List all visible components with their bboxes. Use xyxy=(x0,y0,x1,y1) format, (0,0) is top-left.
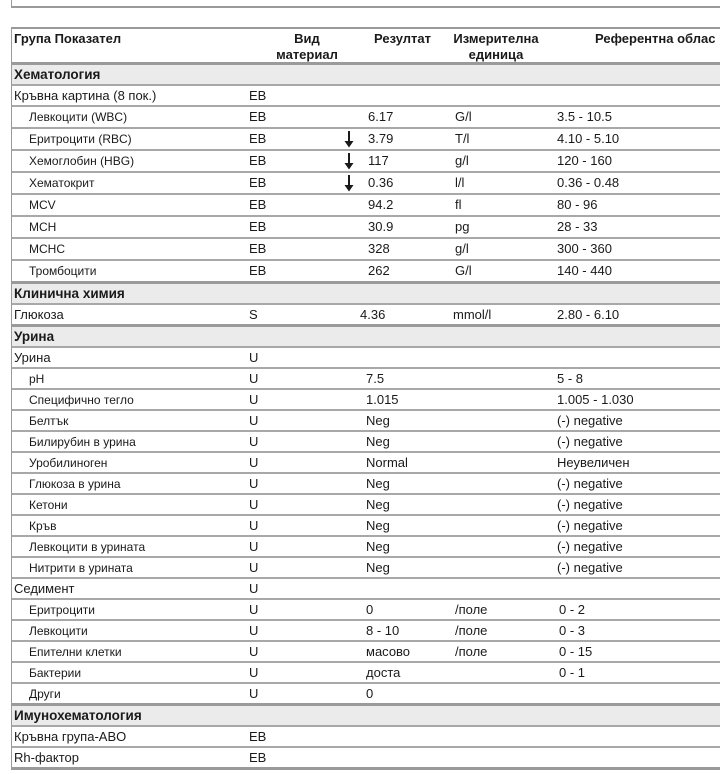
test-name: Левкоцити в урината xyxy=(29,540,146,554)
test-name: Левкоцити xyxy=(29,624,88,638)
test-name: Епителни клетки xyxy=(29,645,122,659)
header-unit xyxy=(446,31,546,63)
down-arrow-icon xyxy=(344,173,354,197)
reference-range: (-) negative xyxy=(557,413,623,428)
table-row xyxy=(12,151,720,173)
result: 262 xyxy=(368,263,390,278)
test-name: Тромбоцити xyxy=(29,264,97,278)
result: 6.17 xyxy=(368,109,394,124)
test-name: pH xyxy=(29,372,45,386)
result: Neg xyxy=(366,476,390,491)
table-row xyxy=(12,348,720,369)
table-row xyxy=(12,261,720,284)
header-unit-line1: Измерителна xyxy=(453,31,539,46)
table-row xyxy=(12,537,720,558)
reference-range: 1.005 - 1.030 xyxy=(557,392,634,407)
test-name: Глюкоза xyxy=(14,307,64,322)
section-title: Клинична химия xyxy=(14,286,125,301)
table-row xyxy=(12,727,720,748)
result: 94.2 xyxy=(368,197,394,212)
result: 1.015 xyxy=(366,392,399,407)
section-title: Хематология xyxy=(14,67,101,82)
table-row xyxy=(12,369,720,390)
header-reference: Референтна облас xyxy=(595,31,716,46)
table-row xyxy=(12,579,720,600)
test-name: Кръв xyxy=(29,519,57,533)
reference-range: (-) negative xyxy=(557,560,623,575)
result: 8 - 10 xyxy=(366,623,400,638)
material: EB xyxy=(249,750,267,765)
section-immunohematology xyxy=(12,706,720,727)
result: 7.5 xyxy=(366,371,385,386)
result: Neg xyxy=(366,497,390,512)
table-row xyxy=(12,86,720,107)
reference-range: (-) negative xyxy=(557,539,623,554)
header-unit-line2: единица xyxy=(468,47,524,62)
table-row xyxy=(12,558,720,579)
result: 4.36 xyxy=(360,307,386,322)
result: Neg xyxy=(366,413,390,428)
material: U xyxy=(249,350,259,365)
previous-section-edge xyxy=(11,0,720,8)
result: 30.9 xyxy=(368,219,394,234)
test-name: Уробилиноген xyxy=(29,456,108,470)
material: U xyxy=(249,434,259,449)
test-name: Други xyxy=(29,687,61,701)
material: EB xyxy=(249,153,267,168)
reference-range: 0 - 1 xyxy=(559,665,586,680)
material: U xyxy=(249,455,259,470)
result: доста xyxy=(366,665,401,680)
result: 0 xyxy=(366,686,374,701)
test-name: Бактерии xyxy=(29,666,82,680)
result: 117 xyxy=(368,153,389,168)
test-name: Специфично тегло xyxy=(29,393,134,407)
reference-range: 0.36 - 0.48 xyxy=(557,175,620,190)
test-name: MCHC xyxy=(29,242,65,256)
reference-range: Неувеличен xyxy=(557,455,630,470)
result: 0 xyxy=(366,602,374,617)
test-name: Белтък xyxy=(29,414,69,428)
reference-range: 28 - 33 xyxy=(557,219,598,234)
result: 0.36 xyxy=(368,175,394,190)
section-title: Имунохематология xyxy=(14,708,142,723)
result: масово xyxy=(366,644,411,659)
material: EB xyxy=(249,175,267,190)
unit: pg xyxy=(455,219,470,234)
table-row xyxy=(12,516,720,537)
table-row xyxy=(12,642,720,663)
test-name: Урина xyxy=(14,350,51,365)
table-row xyxy=(12,453,720,474)
table-row xyxy=(12,305,720,327)
reference-range: 2.80 - 6.10 xyxy=(557,307,620,322)
section-hematology xyxy=(12,65,720,86)
material: U xyxy=(249,602,259,617)
reference-range: 140 - 440 xyxy=(557,263,612,278)
reference-range: 5 - 8 xyxy=(557,371,584,386)
reference-range: 4.10 - 5.10 xyxy=(557,131,620,146)
header-material-line2: материал xyxy=(276,47,338,62)
material: EB xyxy=(249,241,267,256)
material: EB xyxy=(249,219,267,234)
test-name: MCH xyxy=(29,220,57,234)
material: U xyxy=(249,686,259,701)
material: U xyxy=(249,497,259,512)
unit: G/l xyxy=(455,263,472,278)
table-row xyxy=(12,600,720,621)
reference-range: 0 - 3 xyxy=(559,623,586,638)
header-material-line1: Вид xyxy=(294,31,320,46)
down-arrow-icon xyxy=(344,129,354,153)
unit: G/l xyxy=(455,109,472,124)
material: EB xyxy=(249,109,267,124)
section-clinical-chemistry xyxy=(12,284,720,305)
test-name: Нитрити в урината xyxy=(29,561,133,575)
material: U xyxy=(249,644,259,659)
unit: T/l xyxy=(455,131,470,146)
result: Neg xyxy=(366,539,390,554)
material: EB xyxy=(249,197,267,212)
table-header xyxy=(12,29,720,65)
material: U xyxy=(249,371,259,386)
reference-range: 3.5 - 10.5 xyxy=(557,109,612,124)
table-row xyxy=(12,107,720,129)
result: Neg xyxy=(366,518,390,533)
material: U xyxy=(249,539,259,554)
material: S xyxy=(249,307,258,322)
unit: l/l xyxy=(455,175,465,190)
table-row xyxy=(12,129,720,151)
result: Neg xyxy=(366,560,390,575)
material: EB xyxy=(249,263,267,278)
unit: /поле xyxy=(455,644,488,659)
unit: /поле xyxy=(455,623,488,638)
reference-range: (-) negative xyxy=(557,518,623,533)
material: U xyxy=(249,518,259,533)
header-material xyxy=(267,31,347,63)
test-name: Глюкоза в урина xyxy=(29,477,121,491)
header-result: Резултат xyxy=(374,31,431,46)
table-row xyxy=(12,217,720,239)
test-name: Седимент xyxy=(14,581,75,596)
table-row xyxy=(12,684,720,706)
table-row xyxy=(12,390,720,411)
material: U xyxy=(249,665,259,680)
result: Neg xyxy=(366,434,390,449)
result: 3.79 xyxy=(368,131,394,146)
test-name: Rh-фактор xyxy=(14,750,79,765)
section-title: Урина xyxy=(14,329,55,344)
table-row xyxy=(12,173,720,195)
material: EB xyxy=(249,729,267,744)
reference-range: 0 - 15 xyxy=(559,644,593,659)
table-row xyxy=(12,495,720,516)
test-name: Хематокрит xyxy=(29,176,95,190)
reference-range: 300 - 360 xyxy=(557,241,612,256)
reference-range: 0 - 2 xyxy=(559,602,586,617)
lab-results-table xyxy=(11,27,720,770)
unit: fl xyxy=(455,197,462,212)
test-name: Кръвна група-ABO xyxy=(14,729,127,744)
table-row xyxy=(12,621,720,642)
reference-range: 120 - 160 xyxy=(557,153,612,168)
test-name: Кръвна картина (8 пок.) xyxy=(14,88,157,103)
material: EB xyxy=(249,131,267,146)
reference-range: 80 - 96 xyxy=(557,197,598,212)
reference-range: (-) negative xyxy=(557,434,623,449)
material: U xyxy=(249,392,259,407)
table-row xyxy=(12,195,720,217)
material: U xyxy=(249,476,259,491)
reference-range: (-) negative xyxy=(557,497,623,512)
table-row xyxy=(12,432,720,453)
reference-range: (-) negative xyxy=(557,476,623,491)
test-name: Еритроцити xyxy=(29,603,95,617)
table-row xyxy=(12,474,720,495)
section-urine xyxy=(12,327,720,348)
result: 328 xyxy=(368,241,390,256)
unit: mmol/l xyxy=(453,307,492,322)
test-name: Кетони xyxy=(29,498,68,512)
table-row xyxy=(12,239,720,261)
test-name: Еритроцити (RBC) xyxy=(29,132,132,146)
material: U xyxy=(249,560,259,575)
test-name: Билирубин в урина xyxy=(29,435,136,449)
test-name: Левкоцити (WBC) xyxy=(29,110,128,124)
test-name: MCV xyxy=(29,198,56,212)
test-name: Хемоглобин (HBG) xyxy=(29,154,135,168)
header-group: Група Показател xyxy=(14,31,122,46)
material: U xyxy=(249,413,259,428)
unit: g/l xyxy=(455,241,469,256)
material: U xyxy=(249,581,259,596)
table-row xyxy=(12,411,720,432)
unit: /поле xyxy=(455,602,488,617)
result: Normal xyxy=(366,455,408,470)
table-row xyxy=(12,748,720,770)
table-row xyxy=(12,663,720,684)
down-arrow-icon xyxy=(344,151,354,175)
material: EB xyxy=(249,88,267,103)
unit: g/l xyxy=(455,153,469,168)
material: U xyxy=(249,623,259,638)
